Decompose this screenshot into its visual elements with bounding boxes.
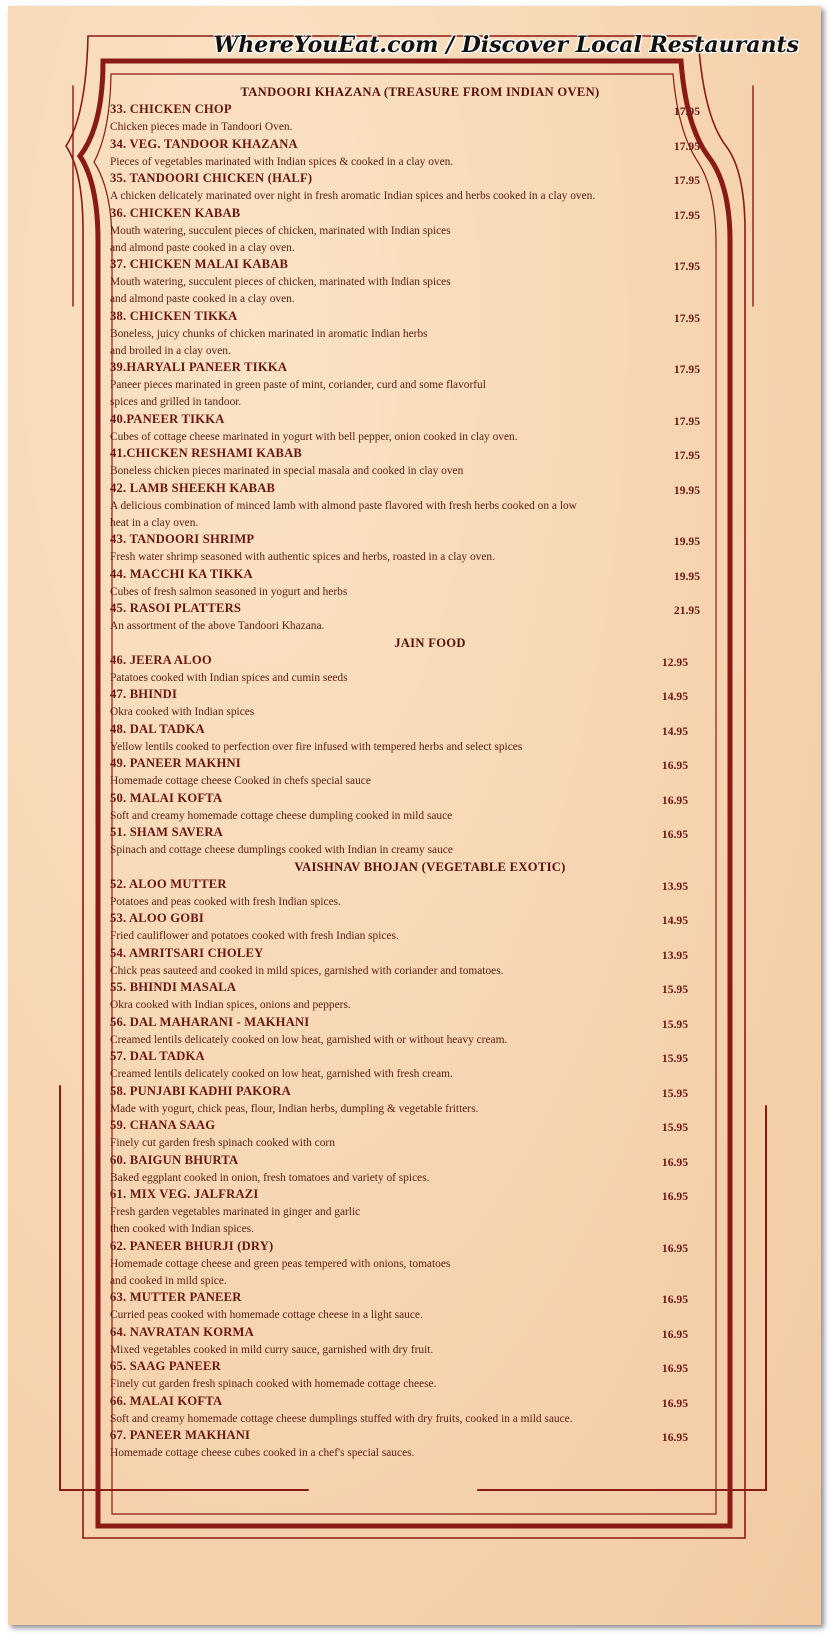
item-name: 45. RASOI PLATTERS xyxy=(110,601,242,615)
item-price: 14.95 xyxy=(661,690,688,703)
item-name: 53. ALOO GOBI xyxy=(110,911,204,925)
item-price: 17.95 xyxy=(673,174,700,187)
item-name: 57. DAL TADKA xyxy=(110,1049,205,1063)
item-name: 59. CHANA SAAG xyxy=(110,1118,216,1132)
item-price: 19.95 xyxy=(673,569,700,583)
section-title: JAIN FOOD xyxy=(394,635,466,650)
item-name: 36. CHICKEN KABAB xyxy=(110,205,241,220)
section-title: TANDOORI KHAZANA (TREASURE FROM INDIAN OVEN) xyxy=(240,85,600,99)
item-name: 61. MIX VEG. JALFRAZI xyxy=(110,1187,259,1201)
item-price: 16.95 xyxy=(661,1241,688,1255)
item-name: 54. AMRITSARI CHOLEY xyxy=(110,945,264,960)
item-description: Boneless, juicy chunks of chicken marinated in aromatic Indian herbs and broiled in a clay oven. xyxy=(110,327,428,357)
item-description: Cubes of cottage cheese marinated in yogurt with bell pepper, onion cooked in clay oven. xyxy=(110,430,518,443)
item-price: 15.95 xyxy=(661,1121,688,1134)
item-name: 55. BHINDI MASALA xyxy=(110,980,237,994)
item-description: A delicious combination of minced lamb with almond paste flavored with fresh herbs cooked on a low heat in a clay oven. xyxy=(110,499,577,529)
item-name: 66. MALAI KOFTA xyxy=(110,1393,223,1408)
item-name: 67. PANEER MAKHANI xyxy=(110,1428,251,1442)
item-price: 16.95 xyxy=(661,1431,688,1444)
item-price: 17.95 xyxy=(673,105,700,118)
item-price: 14.95 xyxy=(661,914,688,927)
item-description: Mouth watering, succulent pieces of chicken, marinated with Indian spices and almond paste cooked in a clay oven. xyxy=(110,276,451,305)
item-price: 16.95 xyxy=(661,1190,688,1203)
item-price: 16.95 xyxy=(661,1362,688,1375)
item-description: Fried cauliflower and potatoes cooked with fresh Indian spices. xyxy=(110,930,399,942)
item-description: Patatoes cooked with Indian spices and cumin seeds xyxy=(110,671,348,684)
item-price: 19.95 xyxy=(673,483,700,497)
item-price: 13.95 xyxy=(661,879,688,893)
item-description: Curried peas cooked with homemade cottage cheese in a light sauce. xyxy=(110,1309,423,1321)
item-price: 16.95 xyxy=(661,828,688,841)
item-price: 16.95 xyxy=(661,759,688,772)
item-name: 60. BAIGUN BHURTA xyxy=(110,1152,239,1167)
item-price: 17.95 xyxy=(673,311,700,325)
item-description: Baked eggplant cooked in onion, fresh tomatoes and variety of spices. xyxy=(110,1171,430,1184)
item-description: Okra cooked with Indian spices xyxy=(110,706,255,718)
item-price: 15.95 xyxy=(661,1052,688,1065)
item-price: 16.95 xyxy=(661,1396,688,1410)
item-description: Made with yogurt, chick peas, flour, Indian herbs, dumpling & vegetable fritters. xyxy=(110,1102,479,1115)
item-description: Mixed vegetables cooked in mild curry sauce, garnished with dry fruit. xyxy=(110,1343,434,1356)
item-description: Pieces of vegetables marinated with Indian spices & cooked in a clay oven. xyxy=(110,155,454,168)
item-description: Fresh water shrimp seasoned with authentic spices and herbs, roasted in a clay oven. xyxy=(110,551,495,563)
item-description: Creamed lentils delicately cooked on low heat, garnished with fresh cream. xyxy=(110,1068,453,1080)
item-name: 34. VEG. TANDOOR KHAZANA xyxy=(110,136,298,151)
item-description: Yellow lentils cooked to perfection over fire infused with tempered herbs and select spices xyxy=(110,740,523,753)
item-description: Fresh garden vegetables marinated in ginger and garlic then cooked with Indian spices. xyxy=(110,1206,361,1235)
item-name: 51. SHAM SAVERA xyxy=(110,825,223,839)
item-description: Paneer pieces marinated in green paste of mint, coriander, curd and some flavorful spices and grilled in tandoor. xyxy=(110,379,486,408)
item-name: 46. JEERA ALOO xyxy=(110,652,212,667)
item-price: 14.95 xyxy=(661,724,688,738)
item-description: Homemade cottage cheese Cooked in chefs special sauce xyxy=(110,775,371,787)
item-name: 63. MUTTER PANEER xyxy=(110,1290,242,1304)
item-description: Finely cut garden fresh spinach cooked with corn xyxy=(110,1137,335,1149)
item-name: 43. TANDOORI SHRIMP xyxy=(110,532,255,546)
item-name: 41.CHICKEN RESHAMI KABAB xyxy=(110,446,302,460)
item-description: Homemade cottage cheese cubes cooked in a chef's special sauces. xyxy=(110,1447,415,1459)
item-name: 56. DAL MAHARANI - MAKHANI xyxy=(110,1014,310,1029)
item-price: 16.95 xyxy=(661,1155,688,1169)
item-price: 19.95 xyxy=(673,535,700,548)
item-price: 17.95 xyxy=(673,208,700,222)
item-name: 47. BHINDI xyxy=(110,687,178,701)
item-price: 12.95 xyxy=(661,655,688,669)
item-name: 35. TANDOORI CHICKEN (HALF) xyxy=(110,171,313,185)
item-price: 16.95 xyxy=(661,1293,688,1306)
item-name: 52. ALOO MUTTER xyxy=(110,876,227,891)
item-price: 17.95 xyxy=(673,449,700,462)
item-name: 62. PANEER BHURJI (DRY) xyxy=(110,1238,274,1253)
item-name: 44. MACCHI KA TIKKA xyxy=(110,566,253,581)
item-name: 38. CHICKEN TIKKA xyxy=(110,308,238,323)
item-name: 42. LAMB SHEEKH KABAB xyxy=(110,480,276,495)
item-name: 39.HARYALI PANEER TIKKA xyxy=(110,360,288,374)
item-name: 49. PANEER MAKHNI xyxy=(110,756,241,770)
item-description: Soft and creamy homemade cottage cheese dumpling cooked in mild sauce xyxy=(110,809,453,822)
item-description: A chicken delicately marinated over night in fresh aromatic Indian spices and herbs cooked in a clay oven. xyxy=(110,190,596,202)
item-price: 15.95 xyxy=(661,1086,688,1100)
section-title: VAISHNAV BHOJAN (VEGETABLE EXOTIC) xyxy=(294,859,566,874)
item-description: Finely cut garden fresh spinach cooked with homemade cottage cheese. xyxy=(110,1378,437,1390)
item-price: 17.95 xyxy=(673,260,700,273)
item-description: Boneless chicken pieces marinated in special masala and cooked in clay oven xyxy=(110,465,464,477)
item-price: 15.95 xyxy=(661,983,688,996)
item-description: Chicken pieces made in Tandoori Oven. xyxy=(110,121,293,133)
item-description: Chick peas sauteed and cooked in mild spices, garnished with coriander and tomatoes. xyxy=(110,964,504,977)
item-description: Homemade cottage cheese and green peas tempered with onions, tomatoes and cooked in mild spice. xyxy=(110,1257,451,1287)
item-name: 50. MALAI KOFTA xyxy=(110,790,223,805)
item-price: 17.95 xyxy=(673,363,700,376)
item-description: Creamed lentils delicately cooked on low heat, garnished with or without heavy cream. xyxy=(110,1033,508,1046)
item-description: Spinach and cottage cheese dumplings cooked with Indian in creamy sauce xyxy=(110,844,453,856)
item-description: Potatoes and peas cooked with fresh Indian spices. xyxy=(110,895,341,908)
item-price: 15.95 xyxy=(661,1017,688,1031)
item-name: 64. NAVRATAN KORMA xyxy=(110,1324,254,1339)
item-name: 33. CHICKEN CHOP xyxy=(110,102,232,116)
item-price: 13.95 xyxy=(661,948,688,962)
item-description: An assortment of the above Tandoori Khazana. xyxy=(110,620,325,632)
item-description: Soft and creamy homemade cottage cheese dumplings stuffed with dry fruits, cooked in a mild sauce. xyxy=(110,1412,573,1425)
item-price: 21.95 xyxy=(673,604,700,617)
item-price: 17.95 xyxy=(673,414,700,428)
item-description: Okra cooked with Indian spices, onions and peppers. xyxy=(110,999,351,1011)
item-name: 48. DAL TADKA xyxy=(110,721,205,736)
item-name: 40.PANEER TIKKA xyxy=(110,411,225,426)
item-name: 65. SAAG PANEER xyxy=(110,1359,221,1373)
item-price: 17.95 xyxy=(673,139,700,153)
item-description: Mouth watering, succulent pieces of chicken, marinated with Indian spices and almond paste cooked in a clay oven. xyxy=(110,224,451,254)
item-name: 58. PUNJABI KADHI PAKORA xyxy=(110,1083,291,1098)
item-description: Cubes of fresh salmon seasoned in yogurt and herbs xyxy=(110,585,348,598)
item-price: 16.95 xyxy=(661,1327,688,1341)
item-name: 37. CHICKEN MALAI KABAB xyxy=(110,257,289,271)
site-watermark: WhereYouEat.com / Discover Local Restaurants xyxy=(213,32,799,58)
item-price: 16.95 xyxy=(661,793,688,807)
